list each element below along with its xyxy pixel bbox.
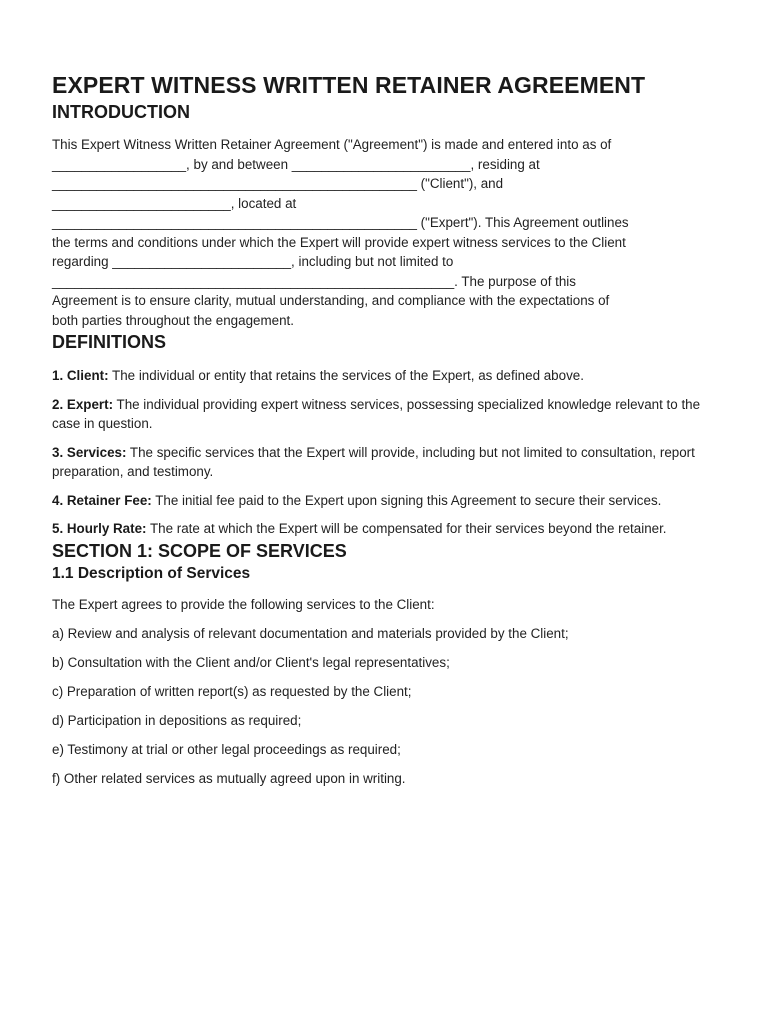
introduction-line: _________________________________________________ ("Client"), and <box>52 176 504 191</box>
definition-term: 3. Services: <box>52 444 127 460</box>
service-item: c) Preparation of written report(s) as requested by the Client; <box>52 683 412 699</box>
services-intro-text: The Expert agrees to provide the following services to the Client: <box>52 596 435 612</box>
section-1-heading: SECTION 1: SCOPE OF SERVICES <box>52 540 347 561</box>
definition-term: 2. Expert: <box>52 396 114 412</box>
definition-term: 1. Client: <box>52 368 109 383</box>
service-item: e) Testimony at trial or other legal proceedings as required; <box>52 741 401 757</box>
definition-item <box>52 395 718 434</box>
definition-item <box>52 491 718 511</box>
services-list <box>52 624 718 789</box>
definitions-heading: DEFINITIONS <box>52 332 167 352</box>
definition-item <box>52 443 718 482</box>
definition-text: The initial fee paid to the Expert upon signing this Agreement to secure their services. <box>151 492 662 508</box>
definition-item <box>52 366 718 386</box>
introduction-line: both parties throughout the engagement. <box>52 312 294 328</box>
introduction-line: __________________, by and between ________________________, residing at <box>52 156 540 172</box>
definitions-list <box>52 366 718 539</box>
document-title: EXPERT WITNESS WRITTEN RETAINER AGREEMENT <box>52 72 646 98</box>
service-item: b) Consultation with the Client and/or Client's legal representatives; <box>52 654 450 670</box>
service-item: f) Other related services as mutually agreed upon in writing. <box>52 770 406 786</box>
definition-text: The individual or entity that retains the services of the Expert, as defined above. <box>108 368 584 383</box>
introduction-line: the terms and conditions under which the Expert will provide expert witness services to the Client <box>52 234 626 250</box>
definition-item <box>52 519 718 539</box>
introduction-line: Agreement is to ensure clarity, mutual understanding, and compliance with the expectations of <box>52 293 610 308</box>
introduction-line: This Expert Witness Written Retainer Agreement ("Agreement") is made and entered into as of <box>52 137 612 152</box>
definition-term: 5. Hourly Rate: <box>52 521 147 536</box>
definition-text: The rate at which the Expert will be compensated for their services beyond the retainer. <box>146 521 667 536</box>
introduction-line: regarding ________________________, including but not limited to <box>52 254 454 269</box>
definition-text: The individual providing expert witness services, possessing specialized knowledge relevant to the case in question. <box>52 396 701 431</box>
introduction-line: ________________________, located at <box>52 195 297 211</box>
service-item: d) Participation in depositions as required; <box>52 712 302 728</box>
introduction-heading: INTRODUCTION <box>52 102 190 122</box>
service-item: a) Review and analysis of relevant documentation and materials provided by the Client; <box>52 625 569 641</box>
introduction-paragraph <box>52 135 718 330</box>
introduction-line: ______________________________________________________. The purpose of this <box>52 273 576 289</box>
introduction-line: _________________________________________________ ("Expert"). This Agreement outlines <box>52 215 629 230</box>
definition-term: 4. Retainer Fee: <box>52 492 152 508</box>
definition-text: The specific services that the Expert will provide, including but not limited to consultation, report preparation, and testimony. <box>52 444 695 479</box>
subsection-1-1-heading: 1.1 Description of Services <box>52 564 251 582</box>
